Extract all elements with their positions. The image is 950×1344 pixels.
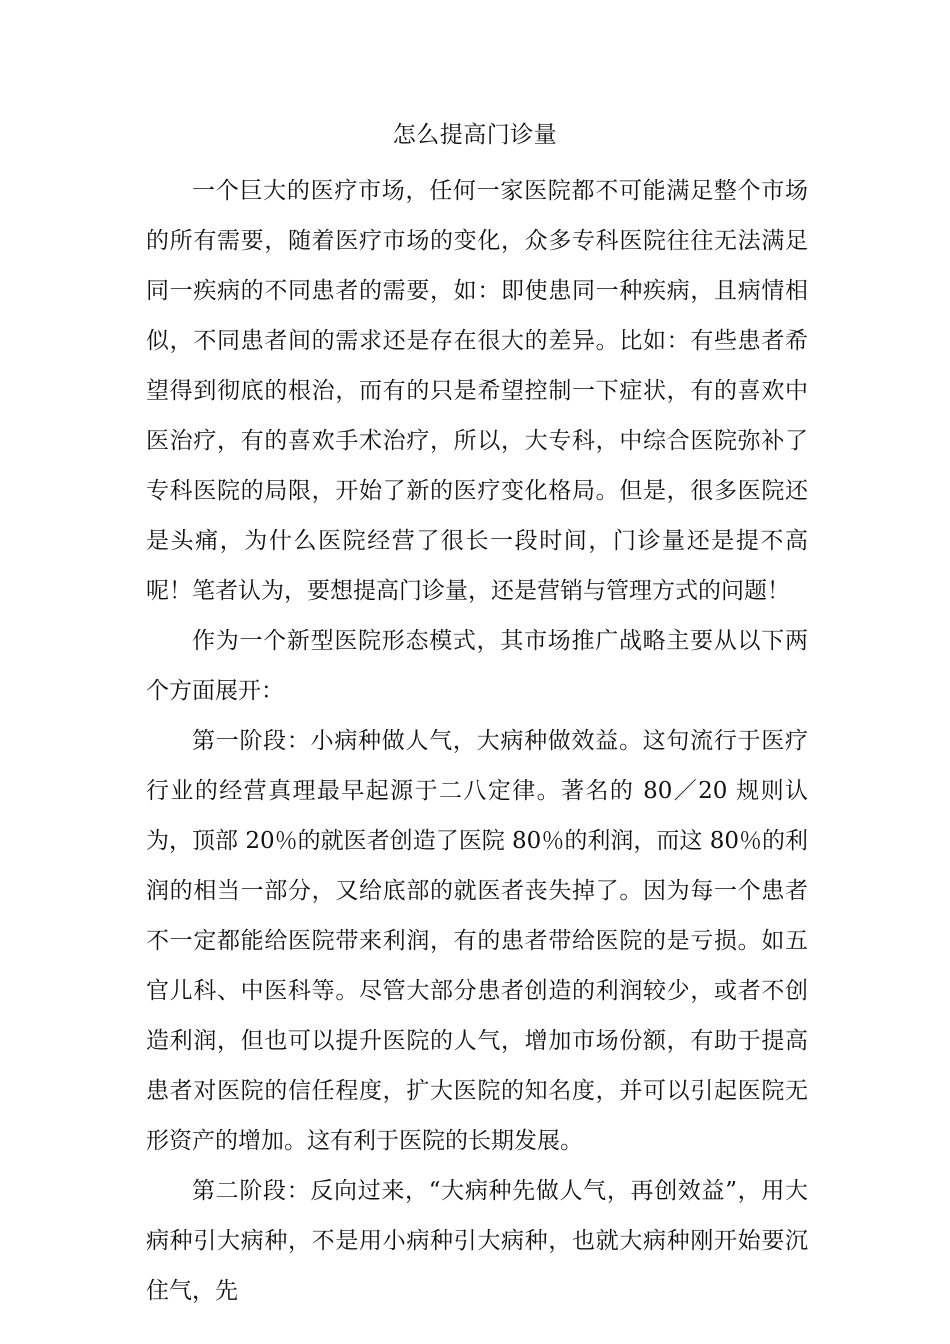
document-title: 怎么提高门诊量 (392, 122, 558, 148)
document-body (146, 166, 808, 1316)
paragraph-intro: 一个巨大的医疗市场，任何一家医院都不可能满足整个市场的所有需要，随着医疗市场的变化，众多专科医院往往无法满足同一疾病的不同患者的需要，如：即使患同一种疾病，且病情相似，不同患者间的需求还是存在很大的差异。比如：有些患者希望得到彻底的根治，而有的只是希望控制一下症状，有的喜欢中医治疗，有的喜欢手术治疗，所以，大专科，中综合医院弥补了专科医院的局限，开始了新的医疗变化格局。但是，很多医院还是头痛，为什么医院经营了很长一段时间，门诊量还是提不高呢！笔者认为，要想提高门诊量，还是营销与管理方式的问题！ (146, 178, 808, 604)
paragraph-stage-one: 第一阶段：小病种做人气，大病种做效益。这句流行于医疗行业的经营真理最早起源于二八定律。著名的 80／20 规则认为，顶部 20％的就医者创造了医院 80％的利润，而这 80％的利润的相当一部分，又给底部的就医者丧失掉了。因为每一个患者不一定都能给医院带来利润，有的患者带给医院的是亏损。如五官儿科、中医科等。尽管大部分患者创造的利润较少，或者不创造利润，但也可以提升医院的人气，增加市场份额，有助于提高患者对医院的信任程度，扩大医院的知名度，并可以引起医院无形资产的增加。这有利于医院的长期发展。 (146, 728, 808, 1154)
paragraph-strategy: 作为一个新型医院形态模式，其市场推广战略主要从以下两个方面展开： (146, 628, 808, 704)
paragraph-stage-two: 第二阶段：反向过来，“大病种先做人气，再创效益”，用大病种引大病种，不是用小病种引大病种，也就大病种刚开始要沉住气，先 (146, 1178, 808, 1304)
